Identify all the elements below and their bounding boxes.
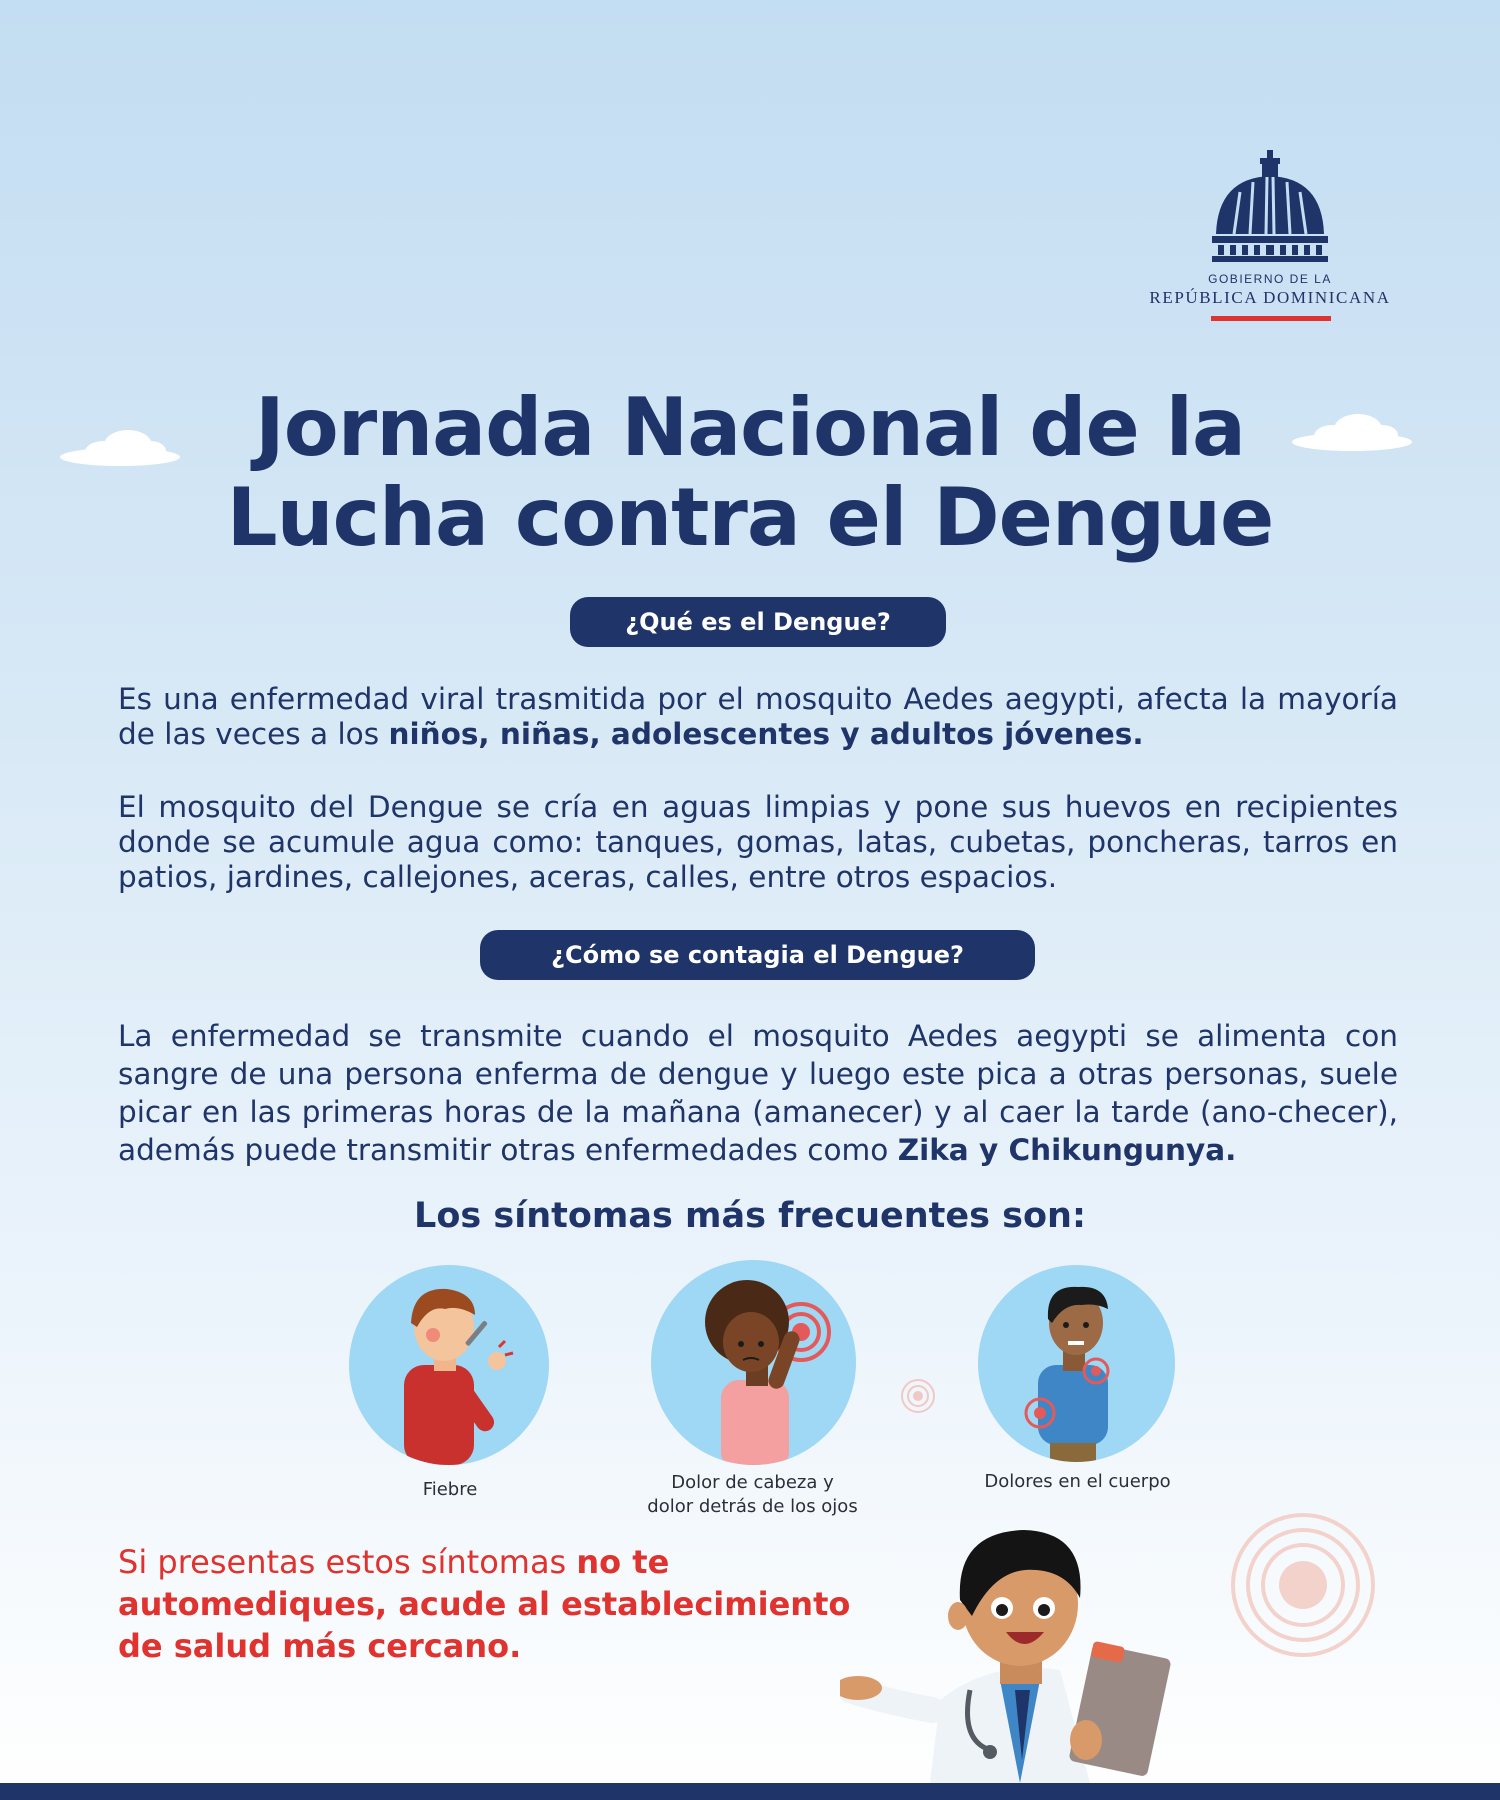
warning-message: Si presentas estos síntomas no te automediques, acude al establecimiento de salud más cercano. — [118, 1543, 851, 1665]
capitol-dome-icon — [1210, 148, 1330, 266]
symptom-fever-circle — [349, 1265, 549, 1465]
paragraph-transmission: La enfermedad se transmite cuando el mosquito Aedes aegypti se alimenta con sangre de una persona enferma de dengue y luego este pica a otras personas, suele picar en las primeras horas de la mañana (amanecer) y al caer la tarde (ano-checer), además puede transmitir otras enfermedades como Zika y Chikungunya. — [118, 1019, 1398, 1167]
fever-person-icon — [349, 1265, 549, 1465]
symptom-label-fever: Fiebre — [422, 1479, 478, 1500]
doctor-icon — [840, 1520, 1200, 1783]
paragraph-breeding: El mosquito del Dengue se cría en aguas limpias y pone sus huevos en recipientes donde se acumule agua como: tanques, gomas, latas, cubetas, poncheras, tarros en patios, jardines, callejones, aceras, calles, entre otros espacios. — [118, 790, 1398, 894]
title-line-2: Lucha contra el Dengue — [226, 471, 1274, 564]
symptom-label-headache: Dolor de cabeza y dolor detrás de los ojos — [647, 1472, 858, 1517]
section-heading-contagion: ¿Cómo se contagia el Dengue? — [480, 930, 1035, 980]
highlight-other-diseases: Zika y Chikungunya. — [897, 1133, 1237, 1167]
logo-underline — [1211, 316, 1331, 321]
symptoms-heading: Los síntomas más frecuentes son: — [414, 1196, 1086, 1236]
logo-subtitle: GOBIERNO DE LA — [1208, 272, 1332, 286]
government-logo — [1130, 148, 1410, 328]
page-title — [150, 383, 1350, 563]
section-heading-what: ¿Qué es el Dengue? — [570, 597, 946, 647]
footer-bar — [0, 1783, 1500, 1800]
headache-person-icon — [651, 1260, 856, 1465]
logo-name: REPÚBLICA DOMINICANA — [1149, 288, 1391, 307]
paragraph-definition: Es una enfermedad viral trasmitida por el mosquito Aedes aegypti, afecta la mayoría de las veces a los niños, niñas, adolescentes y adultos jóvenes. — [118, 682, 1398, 751]
title-line-1: Jornada Nacional de la — [255, 381, 1245, 474]
warning-emphasis: no te automediques, acude al establecimiento de salud más cercano. — [118, 1543, 851, 1665]
pain-ripple-icon — [900, 1378, 936, 1414]
symptom-body-pain-circle — [978, 1265, 1175, 1462]
pain-ripple-icon — [1228, 1510, 1378, 1660]
symptom-label-body-pain: Dolores en el cuerpo — [984, 1471, 1171, 1492]
symptom-headache-circle — [651, 1260, 856, 1465]
highlight-affected-groups: niños, niñas, adolescentes y adultos jóvenes. — [388, 717, 1144, 751]
body-pain-person-icon — [978, 1265, 1175, 1462]
